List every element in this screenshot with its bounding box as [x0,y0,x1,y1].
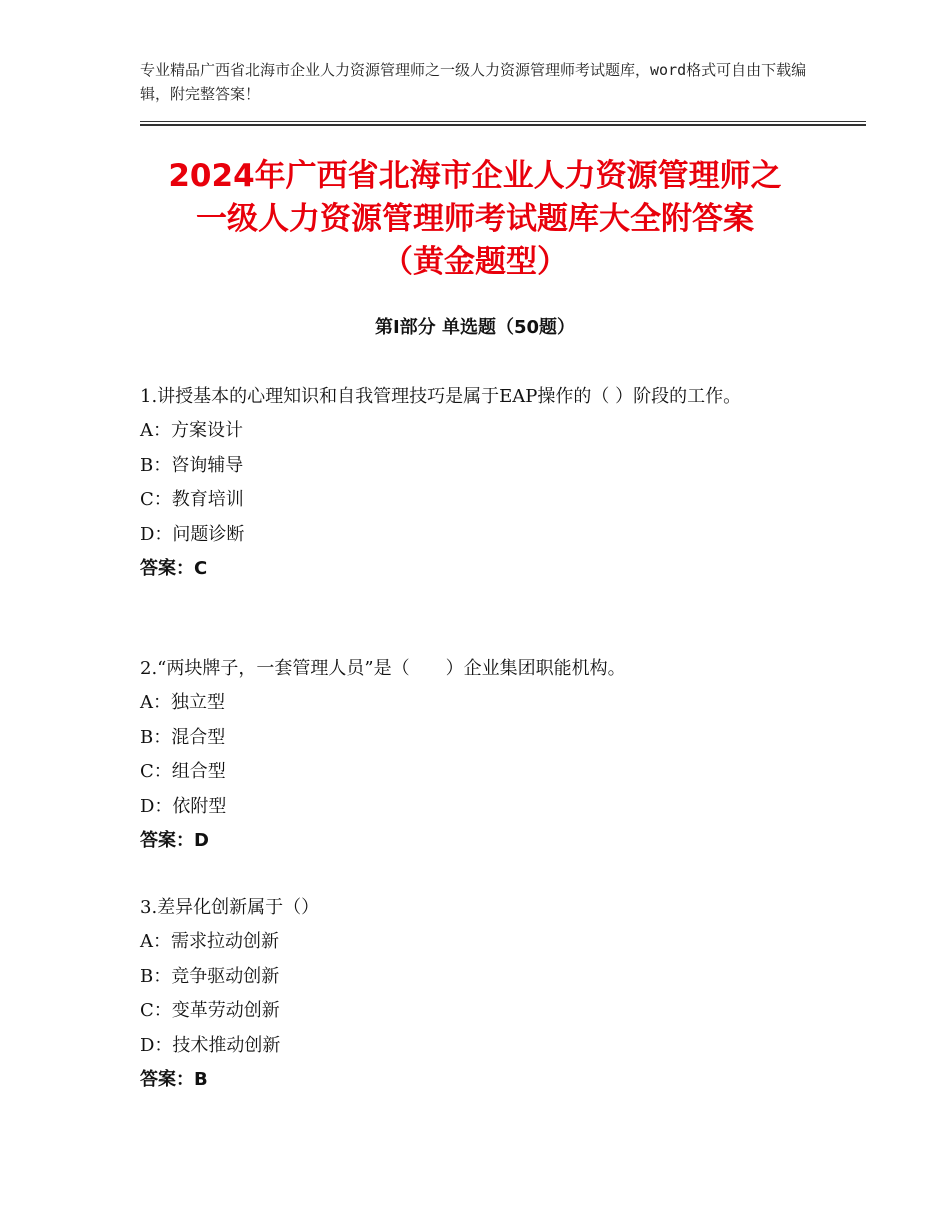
question-2 [140,652,820,859]
header-rule-thin [140,121,866,122]
document-title [100,155,850,284]
option-b: B：竞争驱动创新 [140,965,280,987]
question-stem: 2.“两块牌子，一套管理人员”是（ ）企业集团职能机构。 [140,658,626,679]
title-line-1: 2024年广西省北海市企业人力资源管理师之 [168,158,782,194]
option-a: A：需求拉动创新 [140,931,279,952]
option-b: B：咨询辅导 [140,454,244,476]
answer: 答案：D [140,830,209,851]
title-line-2: 一级人力资源管理师考试题库大全附答案 [196,201,754,237]
question-1 [140,380,820,587]
option-c: C：教育培训 [140,489,244,510]
option-c: C：变革劳动创新 [140,1000,280,1021]
question-3 [140,891,820,1098]
answer: 答案：B [140,1069,208,1090]
option-d: D：技术推动创新 [140,1034,281,1056]
option-d: D：问题诊断 [140,523,245,545]
option-d: D：依附型 [140,795,227,817]
option-b: B：混合型 [140,726,226,748]
question-stem: 1.讲授基本的心理知识和自我管理技巧是属于EAP操作的（ ）阶段的工作。 [140,386,742,407]
option-a: A：独立型 [140,692,225,713]
title-line-3: （黄金题型） [382,244,568,280]
answer: 答案：C [140,558,208,579]
option-c: C：组合型 [140,761,226,782]
header-note: 专业精品广西省北海市企业人力资源管理师之一级人力资源管理师考试题库，word格式可自由下载编辑，附完整答案！ [140,61,807,103]
section-title: 第Ⅰ部分 单选题（50题） [374,317,575,338]
question-stem: 3.差异化创新属于（） [140,897,320,918]
option-a: A：方案设计 [140,420,243,441]
header-rule-thick [140,124,866,126]
